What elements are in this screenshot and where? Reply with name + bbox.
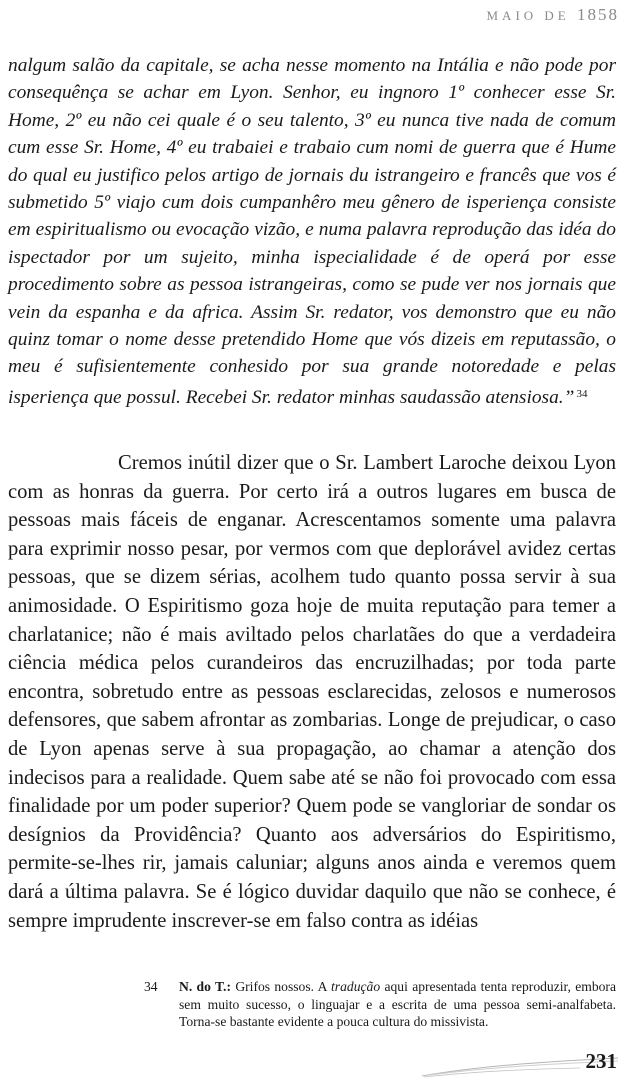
quoted-letter [8,52,616,411]
footnote-text [147,978,616,1031]
footnote-emphasis: tradução [331,979,381,994]
header-year: 1858 [577,5,619,24]
footnote-reference: 34 [576,387,588,400]
footnote-number: 34 [144,979,158,994]
footnote-text-before: Grifos nossos. A [230,979,332,994]
running-title: MAIO DE [486,8,570,23]
running-header [487,5,620,25]
quoted-letter-text: nalgum salão da capitale, se acha nesse momento na Intália e não pode por consequênça se achar em Lyon. Senhor, eu ingnoro 1º conhecer esse Sr. Home, 2º eu não cei quale é o seu talento, 3º eu nunca tive nada de comum cum esse Sr. Home, 4º eu trabaiei e trabaio cum nomi de guerra que é Hume do qual eu justifico pelos artigo de jornais du istrangeiro e francês que vos é submetido 5º viajo cum dois cumpanhêro meu gênero de isperiença consiste em espiritualismo ou evocação vizão, e numa palavra reprodução das idéa do ispectador por um sujeito, minha ispecialidade é de operá por esse procedimento sobre as pessoa istrangeiras, como se pude ver nos jornais que vein da espanha e da africa. Assim Sr. redator, vos demonstro que eu não quinz tomar o nome desse pretendido Home que vós dizeis em reputassão, o meu é sufisientemente conhesido por sua grande notoredade e pelas isperiença que possul. Recebei Sr. redator minhas saudassão atensiosa.” [8,55,616,408]
footnote-text-after: aqui apresentada tenta reproduzir, embora sem muito sucesso, o linguajar e a escrita de uma pessoa semi-analfabeta. Torna-se bastante evidente a pouca cultura do missivista. [179,979,616,1030]
footnote-label: N. do T.: [179,979,231,994]
page-number: 231 [585,1049,617,1073]
body-paragraph: Cremos inútil dizer que o Sr. Lambert Laroche deixou Lyon com as honras da guerra. Por certo irá a outros lugares em busca de pessoas mais fáceis de enganar. Acrescentamos somente uma palavra para exprimir nosso pesar, por vermos com que deplorável avidez certas pessoas, que se dizem sérias, acolhem tudo quanto possa servir à sua animosidade. O Espiritismo goza hoje de muita reputação para temer a charlatanice; não é mais aviltado pelos charlatães do que a verdadeira ciência médica pelos curandeiros das encruzilhadas; por toda parte encontra, sobretudo entre as pessoas esclarecidas, zelosos e numerosos defensores, que sabem afrontar as zombarias. Longe de prejudicar, o caso de Lyon apenas serve à sua propagação, ao chamar a atenção dos indecisos para a realidade. Quem sabe até se não foi provocado com essa finalidade por um poder superior? Quem pode se vangloriar de sondar os desígnios da Providência? Quanto aos adversários do Espiritismo, permite-se-lhes rir, jamais caluniar; alguns anos ainda e veremos quem dará a última palavra. Se é lógico duvidar daquilo que não se conhece, é sempre imprudente inscrever-se em falso contra as idéias [8,452,616,932]
footnote [144,978,616,1031]
